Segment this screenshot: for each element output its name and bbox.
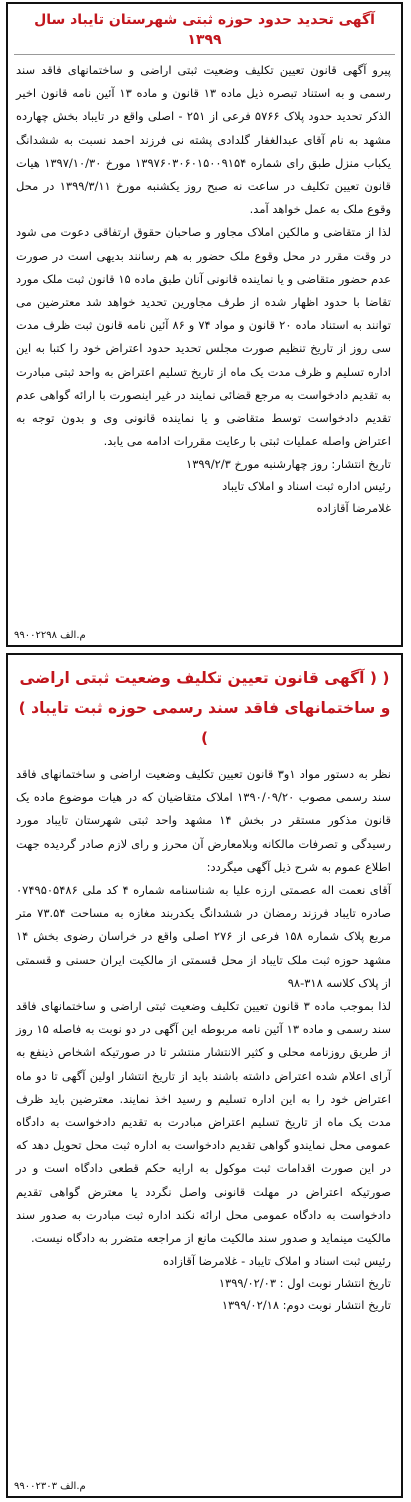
organization: رئیس اداره ثبت اسناد و املاک تایباد (222, 479, 391, 494)
notice-paragraph: لذا از متقاضی و مالکین املاک مجاور و صاحبان حقوق ارتفاقی دعوت می شود در وقت مقرر در محل وقوع ملک حضور به هم رسانند بدیهی است در صورت عدم حضور متقاضی و یا نماینده قانونی آنان طبق ماده ۱۵ قانون ثبت ملک مورد تقاضا با حدود اظهار شده از طرف مجاورین تحدید خواهد شد معترضین می توانند به استناد ماده ۲۰ قانون و مواد ۷۴ و ۸۶ آئین نامه قانون ثبت ظرف مدت سی روز از تاریخ تنظیم صورت مجلس تحدید حدود اعتراض خود را کتبا به این اداره تسلیم و ظرف مدت یک ماه از تاریخ تسلیم اعتراض به واحد ثبتی مبادرت به تقدیم دادخواست به مرجع قضائی نمایند در غیر اینصورت با ارائه گواهی عدم تقدیم دادخواست توسط متقاضی و یا نماینده قانونی وی و بدون توجه به اعتراض واصله عملیات ثبتی با رعایت مقررات ادامه می یابد. (16, 225, 391, 449)
notice-paragraph: لذا بموجب ماده ۳ قانون تعیین تکلیف وضعیت ثبتی اراضی و ساختمانهای فاقد سند رسمی و ماده ۱۳ آئین نامه مربوطه این آگهی در دو نوبت به فاصله ۱۵ روز از طریق روزنامه محلی و کثیر الانتشار منتشر تا در صورتیکه اشخاص ذینفع به آرای اعلام شده اعتراض داشته باشند باید از تاریخ انتشار اولین آگهی تا دو ماه اعتراض خود را به این اداره تسلیم و رسید اخذ نمایند. معترضین باید ظرف مدت یک ماه از تاریخ تسلیم اعتراض مبادرت به تقدیم دادخواست به دادگاه عمومی محل نمایندو گواهی تقدیم دادخواست به اداره ثبت محل تحویل دهد که در این صورت اقدامات ثبت موکول به ارایه حکم قطعی دادگاه است و در صورتیکه اعتراض در مهلت قانونی واصل نگردد یا معترض گواهی تقدیم دادخواست به دادگاه عمومی محل ارائه نکند اداره ثبت مبادرت به صدور سند مالکیت مینماید و صدور سند مالکیت مانع از مراجعه متضرر به دادگاه نیست. (16, 999, 392, 1246)
publish-date-second: تاریخ انتشار نوبت دوم: ۱۳۹۹/۰۲/۱۸ (221, 1298, 391, 1313)
notice-code: م.الف ۹۹۰۰۲۳۰۳ (14, 1481, 86, 1492)
notice-body (8, 759, 401, 1250)
notice-paragraph: آقای نعمت اله عصمتی ارزه علیا به شناسنامه شماره ۴ کد ملی ۰۷۴۹۵۰۵۴۸۶ صادره تایباد فرزند رمضان در ششدانگ یکدربند مغازه به مساحت ۷۳.۵۴ متر مربع پلاک شماره ۱۵۸ فرعی از ۲۷۶ اصلی واقع در خراسان رضوی بخش ۱۴ مشهد حوزه ثبت ملک تایباد از محل قسمتی از مالکیت ایران حسنی و قسمتی از پلاک کلاسه ۳۱۸-۹۸ (16, 883, 391, 990)
notice-title: ( ( آگهی قانون تعیین تکلیف وضعیت ثبتی اراضی و ساختمانهای فاقد سند رسمی حوزه ثبت تایباد ) ) (18, 669, 391, 747)
notice-code: م.الف ۹۹۰۰۲۲۹۸ (14, 630, 86, 641)
publish-date-first: تاریخ انتشار نوبت اول : ۱۳۹۹/۰۲/۰۳ (218, 1276, 391, 1291)
notice-meta (8, 453, 401, 519)
publish-date: تاریخ انتشار: روز چهارشنبه مورخ ۱۳۹۹/۲/۳ (186, 457, 391, 472)
notice-meta (8, 1250, 401, 1316)
notice-body (8, 55, 401, 453)
signer-name: غلامرضا آقازاده (316, 501, 391, 516)
notice-land-status (6, 653, 403, 1498)
notice-tahdid-hodud (6, 2, 403, 647)
organization-signer: رئیس ثبت اسناد و املاک تایباد - غلامرضا آقازاده (163, 1254, 391, 1269)
notice-title: آگهی تحدید حدود حوزه ثبتی شهرستان تایباد سال ۱۳۹۹ (14, 4, 395, 55)
notice-paragraph: پیرو آگهی قانون تعیین تکلیف وضعیت ثبتی اراضی و ساختمانهای فاقد سند رسمی و به استناد تبصره ذیل ماده ۱۳ قانون و ماده ۱۳ آئین نامه قانون اخیر الذکر تحدید حدود پلاک ۵۷۶۶ فرعی از ۲۵۱ - اصلی واقع در تایباد بخش چهارده مشهد به نام آقای عبدالغفار گلدادی پشته نی فرزند احمد نسبت به ششدانگ یکباب منزل طبق رای شماره ۱۳۹۷۶۰۳۰۶۰۱۵۰۰۹۱۵۴ مورخ ۱۳۹۷/۱۰/۳۰ هیات قانون تعیین تکلیف در ساعت نه صبح روز یکشنبه مورخ ۱۳۹۹/۳/۱۱ در محل وقوع ملک به عمل خواهد آمد. (16, 63, 392, 217)
notice-paragraph: نظر به دستور مواد ۱و۳ قانون تعیین تکلیف وضعیت اراضی و ساختمانهای فاقد سند رسمی مصوب ۱۳۹۰/۰۹/۲۰ املاک متقاضیان که در هیات موضوع ماده یک قانون مذکور مستقر در بخش ۱۴ مشهد واحد ثبتی شهرستان تایباد مورد رسیدگی و تصرفات مالکانه وبلامعارض آن محرز و رای لازم صادر گردیده جهت اطلاع عموم به شرح ذیل آگهی میگردد: (16, 767, 392, 874)
